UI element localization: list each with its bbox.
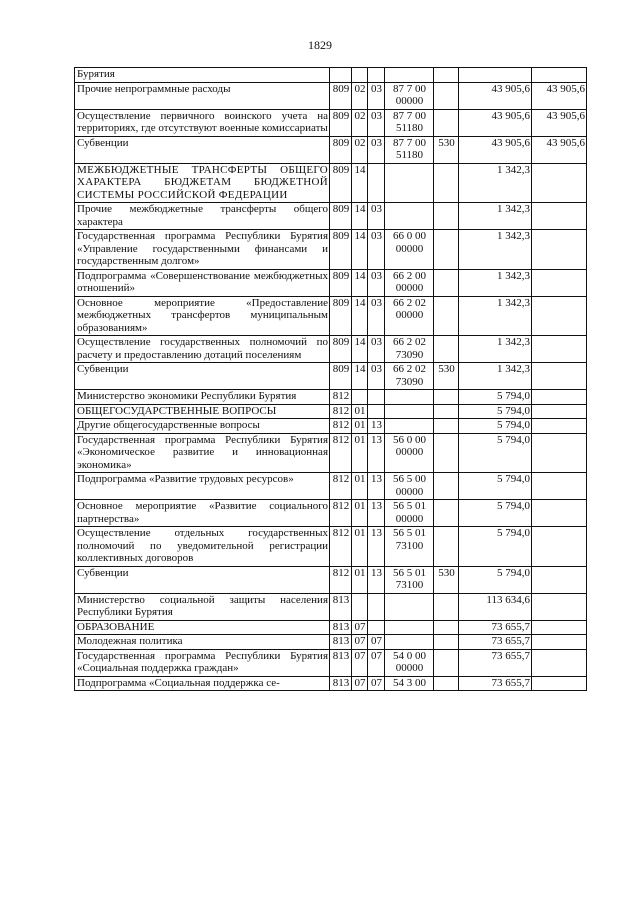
grbs-cell: 809	[330, 363, 352, 390]
amount-2-cell: 43 905,6	[532, 136, 587, 163]
subsection-cell: 13	[368, 473, 385, 500]
amount-2-cell	[532, 620, 587, 635]
subsection-cell	[368, 390, 385, 405]
row-name-cell: Бурятия	[75, 68, 330, 83]
amount-2-cell	[532, 336, 587, 363]
amount-1-cell: 1 342,3	[459, 336, 532, 363]
target-article-cell	[385, 404, 434, 419]
grbs-cell: 813	[330, 593, 352, 620]
target-article-cell: 54 3 00	[385, 676, 434, 691]
amount-1-cell: 5 794,0	[459, 500, 532, 527]
grbs-cell: 812	[330, 500, 352, 527]
grbs-cell: 812	[330, 390, 352, 405]
row-name-cell: Государственная программа Республики Бурятия «Экономическое развитие и инновационная экономика»	[75, 433, 330, 473]
row-name-cell: Субвенции	[75, 363, 330, 390]
amount-2-cell	[532, 527, 587, 567]
row-name-cell: МЕЖБЮДЖЕТНЫЕ ТРАНСФЕРТЫ ОБЩЕГО ХАРАКТЕРА БЮДЖЕТАМ БЮДЖЕТНОЙ СИСТЕМЫ РОССИЙСКОЙ ФЕДЕРАЦИИ	[75, 163, 330, 203]
expense-type-cell	[434, 635, 459, 650]
grbs-cell: 813	[330, 649, 352, 676]
amount-2-cell	[532, 68, 587, 83]
row-name-cell: Субвенции	[75, 566, 330, 593]
target-article-cell	[385, 163, 434, 203]
grbs-cell: 812	[330, 419, 352, 434]
row-name-cell: Осуществление государственных полномочий по расчету и предоставлению дотаций поселениям	[75, 336, 330, 363]
expense-type-cell	[434, 109, 459, 136]
table-row	[75, 433, 587, 473]
target-article-cell: 56 5 01 73100	[385, 566, 434, 593]
table-row	[75, 363, 587, 390]
table-row	[75, 500, 587, 527]
subsection-cell	[368, 620, 385, 635]
subsection-cell: 13	[368, 527, 385, 567]
section-cell: 01	[352, 566, 368, 593]
grbs-cell: 813	[330, 620, 352, 635]
expense-type-cell	[434, 620, 459, 635]
section-cell	[352, 593, 368, 620]
grbs-cell: 809	[330, 269, 352, 296]
table-row	[75, 230, 587, 270]
grbs-cell: 813	[330, 635, 352, 650]
subsection-cell: 03	[368, 136, 385, 163]
amount-1-cell: 1 342,3	[459, 230, 532, 270]
subsection-cell: 13	[368, 566, 385, 593]
amount-2-cell: 43 905,6	[532, 82, 587, 109]
amount-1-cell: 5 794,0	[459, 566, 532, 593]
amount-1-cell	[459, 68, 532, 83]
subsection-cell: 03	[368, 230, 385, 270]
table-row	[75, 419, 587, 434]
row-name-cell: Подпрограмма «Совершенствование межбюджетных отношений»	[75, 269, 330, 296]
section-cell: 02	[352, 109, 368, 136]
target-article-cell: 66 2 00 00000	[385, 269, 434, 296]
grbs-cell: 809	[330, 336, 352, 363]
expense-type-cell	[434, 649, 459, 676]
grbs-cell: 809	[330, 163, 352, 203]
amount-1-cell: 73 655,7	[459, 635, 532, 650]
amount-2-cell	[532, 163, 587, 203]
subsection-cell: 03	[368, 203, 385, 230]
section-cell: 01	[352, 500, 368, 527]
subsection-cell: 03	[368, 296, 385, 336]
section-cell: 01	[352, 419, 368, 434]
expense-type-cell	[434, 404, 459, 419]
expense-type-cell	[434, 390, 459, 405]
amount-1-cell: 1 342,3	[459, 269, 532, 296]
subsection-cell: 03	[368, 363, 385, 390]
table-row	[75, 649, 587, 676]
amount-2-cell	[532, 500, 587, 527]
expense-type-cell	[434, 527, 459, 567]
subsection-cell: 07	[368, 649, 385, 676]
expense-type-cell	[434, 336, 459, 363]
grbs-cell: 809	[330, 203, 352, 230]
table-row	[75, 203, 587, 230]
section-cell	[352, 68, 368, 83]
amount-1-cell: 5 794,0	[459, 390, 532, 405]
target-article-cell: 66 0 00 00000	[385, 230, 434, 270]
row-name-cell: Основное мероприятие «Развитие социального партнерства»	[75, 500, 330, 527]
subsection-cell	[368, 404, 385, 419]
section-cell: 14	[352, 163, 368, 203]
section-cell	[352, 390, 368, 405]
row-name-cell: Прочие непрограммные расходы	[75, 82, 330, 109]
amount-2-cell	[532, 230, 587, 270]
subsection-cell: 13	[368, 433, 385, 473]
grbs-cell: 812	[330, 433, 352, 473]
section-cell: 01	[352, 404, 368, 419]
amount-1-cell: 5 794,0	[459, 433, 532, 473]
amount-1-cell: 43 905,6	[459, 109, 532, 136]
amount-2-cell	[532, 635, 587, 650]
table-row	[75, 269, 587, 296]
section-cell: 07	[352, 620, 368, 635]
expense-type-cell: 530	[434, 136, 459, 163]
amount-2-cell	[532, 419, 587, 434]
section-cell: 07	[352, 649, 368, 676]
table-row	[75, 566, 587, 593]
table-row	[75, 593, 587, 620]
grbs-cell: 812	[330, 527, 352, 567]
subsection-cell: 03	[368, 82, 385, 109]
table-row	[75, 296, 587, 336]
amount-2-cell	[532, 593, 587, 620]
grbs-cell: 809	[330, 230, 352, 270]
grbs-cell	[330, 68, 352, 83]
amount-2-cell	[532, 649, 587, 676]
expense-type-cell	[434, 593, 459, 620]
grbs-cell: 812	[330, 404, 352, 419]
section-cell: 01	[352, 527, 368, 567]
target-article-cell: 66 2 02 00000	[385, 296, 434, 336]
subsection-cell: 03	[368, 109, 385, 136]
amount-2-cell	[532, 390, 587, 405]
target-article-cell	[385, 390, 434, 405]
row-name-cell: Государственная программа Республики Бурятия «Социальная поддержка граждан»	[75, 649, 330, 676]
amount-2-cell	[532, 676, 587, 691]
target-article-cell: 66 2 02 73090	[385, 363, 434, 390]
expense-type-cell	[434, 500, 459, 527]
expense-type-cell: 530	[434, 566, 459, 593]
section-cell: 02	[352, 82, 368, 109]
row-name-cell: Прочие межбюджетные трансферты общего характера	[75, 203, 330, 230]
section-cell: 14	[352, 269, 368, 296]
amount-1-cell: 5 794,0	[459, 404, 532, 419]
expense-type-cell	[434, 163, 459, 203]
row-name-cell: Осуществление первичного воинского учета на территориях, где отсутствуют военные комиссариаты	[75, 109, 330, 136]
grbs-cell: 809	[330, 296, 352, 336]
section-cell: 01	[352, 433, 368, 473]
table-row	[75, 163, 587, 203]
subsection-cell: 07	[368, 676, 385, 691]
target-article-cell: 87 7 00 51180	[385, 136, 434, 163]
table-row	[75, 676, 587, 691]
section-cell: 01	[352, 473, 368, 500]
subsection-cell: 13	[368, 419, 385, 434]
subsection-cell	[368, 163, 385, 203]
budget-table	[74, 67, 587, 691]
target-article-cell	[385, 593, 434, 620]
table-row	[75, 635, 587, 650]
row-name-cell: Другие общегосударственные вопросы	[75, 419, 330, 434]
expense-type-cell	[434, 676, 459, 691]
target-article-cell: 87 7 00 51180	[385, 109, 434, 136]
amount-1-cell: 5 794,0	[459, 527, 532, 567]
amount-1-cell: 5 794,0	[459, 473, 532, 500]
section-cell: 07	[352, 635, 368, 650]
target-article-cell	[385, 620, 434, 635]
expense-type-cell	[434, 269, 459, 296]
target-article-cell: 56 5 01 00000	[385, 500, 434, 527]
page-number: 1829	[308, 38, 332, 52]
subsection-cell: 03	[368, 269, 385, 296]
table-row	[75, 136, 587, 163]
row-name-cell: Подпрограмма «Развитие трудовых ресурсов»	[75, 473, 330, 500]
grbs-cell: 812	[330, 566, 352, 593]
section-cell: 07	[352, 676, 368, 691]
amount-2-cell	[532, 296, 587, 336]
grbs-cell: 809	[330, 109, 352, 136]
expense-type-cell	[434, 473, 459, 500]
grbs-cell: 813	[330, 676, 352, 691]
amount-1-cell: 73 655,7	[459, 676, 532, 691]
section-cell: 02	[352, 136, 368, 163]
expense-type-cell: 530	[434, 363, 459, 390]
target-article-cell	[385, 203, 434, 230]
amount-1-cell: 5 794,0	[459, 419, 532, 434]
amount-1-cell: 1 342,3	[459, 296, 532, 336]
amount-1-cell: 43 905,6	[459, 136, 532, 163]
subsection-cell: 07	[368, 635, 385, 650]
amount-1-cell: 73 655,7	[459, 649, 532, 676]
expense-type-cell	[434, 203, 459, 230]
row-name-cell: Подпрограмма «Социальная поддержка се-	[75, 676, 330, 691]
amount-2-cell: 43 905,6	[532, 109, 587, 136]
expense-type-cell	[434, 68, 459, 83]
amount-2-cell	[532, 404, 587, 419]
amount-2-cell	[532, 203, 587, 230]
row-name-cell: Субвенции	[75, 136, 330, 163]
subsection-cell	[368, 68, 385, 83]
row-name-cell: Министерство экономики Республики Бурятия	[75, 390, 330, 405]
amount-2-cell	[532, 269, 587, 296]
target-article-cell	[385, 68, 434, 83]
amount-1-cell: 43 905,6	[459, 82, 532, 109]
expense-type-cell	[434, 82, 459, 109]
table-row	[75, 473, 587, 500]
section-cell: 14	[352, 203, 368, 230]
table-row	[75, 404, 587, 419]
amount-2-cell	[532, 363, 587, 390]
amount-1-cell: 73 655,7	[459, 620, 532, 635]
table-row	[75, 620, 587, 635]
amount-2-cell	[532, 566, 587, 593]
target-article-cell: 54 0 00 00000	[385, 649, 434, 676]
table-row	[75, 68, 587, 83]
target-article-cell: 87 7 00 00000	[385, 82, 434, 109]
table-row	[75, 527, 587, 567]
grbs-cell: 812	[330, 473, 352, 500]
target-article-cell	[385, 419, 434, 434]
section-cell: 14	[352, 230, 368, 270]
grbs-cell: 809	[330, 136, 352, 163]
expense-type-cell	[434, 419, 459, 434]
amount-2-cell	[532, 473, 587, 500]
target-article-cell: 56 5 01 73100	[385, 527, 434, 567]
subsection-cell: 13	[368, 500, 385, 527]
amount-1-cell: 1 342,3	[459, 363, 532, 390]
row-name-cell: Осуществление отдельных государственных полномочий по уведомительной регистрации коллективных договоров	[75, 527, 330, 567]
target-article-cell: 56 5 00 00000	[385, 473, 434, 500]
expense-type-cell	[434, 230, 459, 270]
table-row	[75, 82, 587, 109]
table-row	[75, 336, 587, 363]
row-name-cell: ОБЩЕГОСУДАРСТВЕННЫЕ ВОПРОСЫ	[75, 404, 330, 419]
expense-type-cell	[434, 296, 459, 336]
row-name-cell: Основное мероприятие «Предоставление межбюджетных трансфертов муниципальным образованиям»	[75, 296, 330, 336]
row-name-cell: Государственная программа Республики Бурятия «Управление государственными финансами и государственным долгом»	[75, 230, 330, 270]
section-cell: 14	[352, 363, 368, 390]
amount-1-cell: 1 342,3	[459, 163, 532, 203]
expense-type-cell	[434, 433, 459, 473]
subsection-cell: 03	[368, 336, 385, 363]
amount-1-cell: 113 634,6	[459, 593, 532, 620]
row-name-cell: ОБРАЗОВАНИЕ	[75, 620, 330, 635]
table-row	[75, 109, 587, 136]
target-article-cell: 66 2 02 73090	[385, 336, 434, 363]
section-cell: 14	[352, 296, 368, 336]
row-name-cell: Министерство социальной защиты населения Республики Бурятия	[75, 593, 330, 620]
row-name-cell: Молодежная политика	[75, 635, 330, 650]
subsection-cell	[368, 593, 385, 620]
section-cell: 14	[352, 336, 368, 363]
table-row	[75, 390, 587, 405]
target-article-cell: 56 0 00 00000	[385, 433, 434, 473]
amount-2-cell	[532, 433, 587, 473]
grbs-cell: 809	[330, 82, 352, 109]
target-article-cell	[385, 635, 434, 650]
amount-1-cell: 1 342,3	[459, 203, 532, 230]
